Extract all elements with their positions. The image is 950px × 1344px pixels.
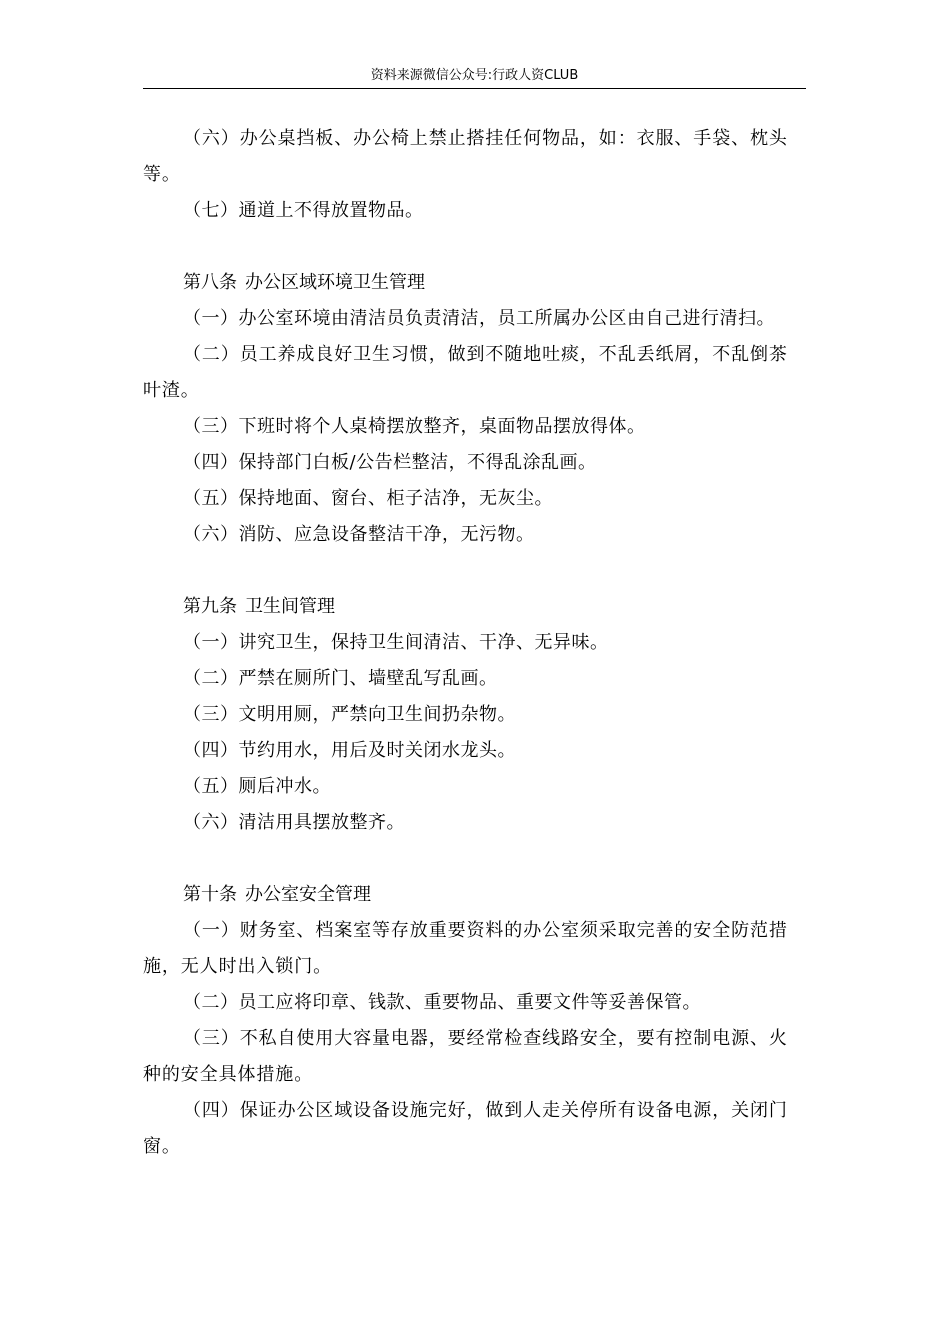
section-article-9 [143,589,806,841]
paragraph-item: （四）节约用水，用后及时关闭水龙头。 [183,740,516,761]
section-article-8 [143,265,806,553]
paragraph-item: （二）员工养成良好卫生习惯，做到不随地吐痰，不乱丢纸屑，不乱倒茶叶渣。 [143,344,788,401]
document-body [143,121,806,1165]
article-number: 第八条 [183,272,237,293]
paragraph-item: （四）保证办公区域设备设施完好，做到人走关停所有设备电源，关闭门窗。 [143,1100,788,1157]
section-heading [143,265,806,301]
paragraph-item: （三）下班时将个人桌椅摆放整齐，桌面物品摆放得体。 [183,416,646,437]
header-source-text: 资料来源微信公众号:行政人资CLUB [370,68,579,83]
page-header [143,66,806,89]
article-title: 办公区域环境卫生管理 [245,272,425,293]
paragraph-item: （五）厕后冲水。 [183,776,331,797]
section-heading [143,589,806,625]
paragraph-item: （二）严禁在厕所门、墙壁乱写乱画。 [183,668,498,689]
paragraph-item: （五）保持地面、窗台、柜子洁净，无灰尘。 [183,488,553,509]
section-article-10 [143,877,806,1165]
paragraph-item: （六）清洁用具摆放整齐。 [183,812,405,833]
article-title: 卫生间管理 [245,596,335,617]
paragraph-item: （一）办公室环境由清洁员负责清洁，员工所属办公区由自己进行清扫。 [183,308,775,329]
paragraph-item: （六）消防、应急设备整洁干净，无污物。 [183,524,535,545]
article-number: 第十条 [183,884,237,905]
paragraph-item: （七）通道上不得放置物品。 [183,200,424,221]
article-number: 第九条 [183,596,237,617]
paragraph-item: （二）员工应将印章、钱款、重要物品、重要文件等妥善保管。 [183,992,701,1013]
section-heading [143,877,806,913]
paragraph-item: （一）财务室、档案室等存放重要资料的办公室须采取完善的安全防范措施，无人时出入锁门。 [143,920,788,977]
paragraph-item: （六）办公桌挡板、办公椅上禁止搭挂任何物品，如：衣服、手袋、枕头等。 [143,128,788,185]
paragraph-item: （三）不私自使用大容量电器，要经常检查线路安全，要有控制电源、火种的安全具体措施。 [143,1028,788,1085]
paragraph-item: （一）讲究卫生，保持卫生间清洁、干净、无异味。 [183,632,609,653]
article-title: 办公室安全管理 [245,884,371,905]
paragraph-item: （四）保持部门白板/公告栏整洁，不得乱涂乱画。 [183,452,597,473]
paragraph-item: （三）文明用厕，严禁向卫生间扔杂物。 [183,704,516,725]
